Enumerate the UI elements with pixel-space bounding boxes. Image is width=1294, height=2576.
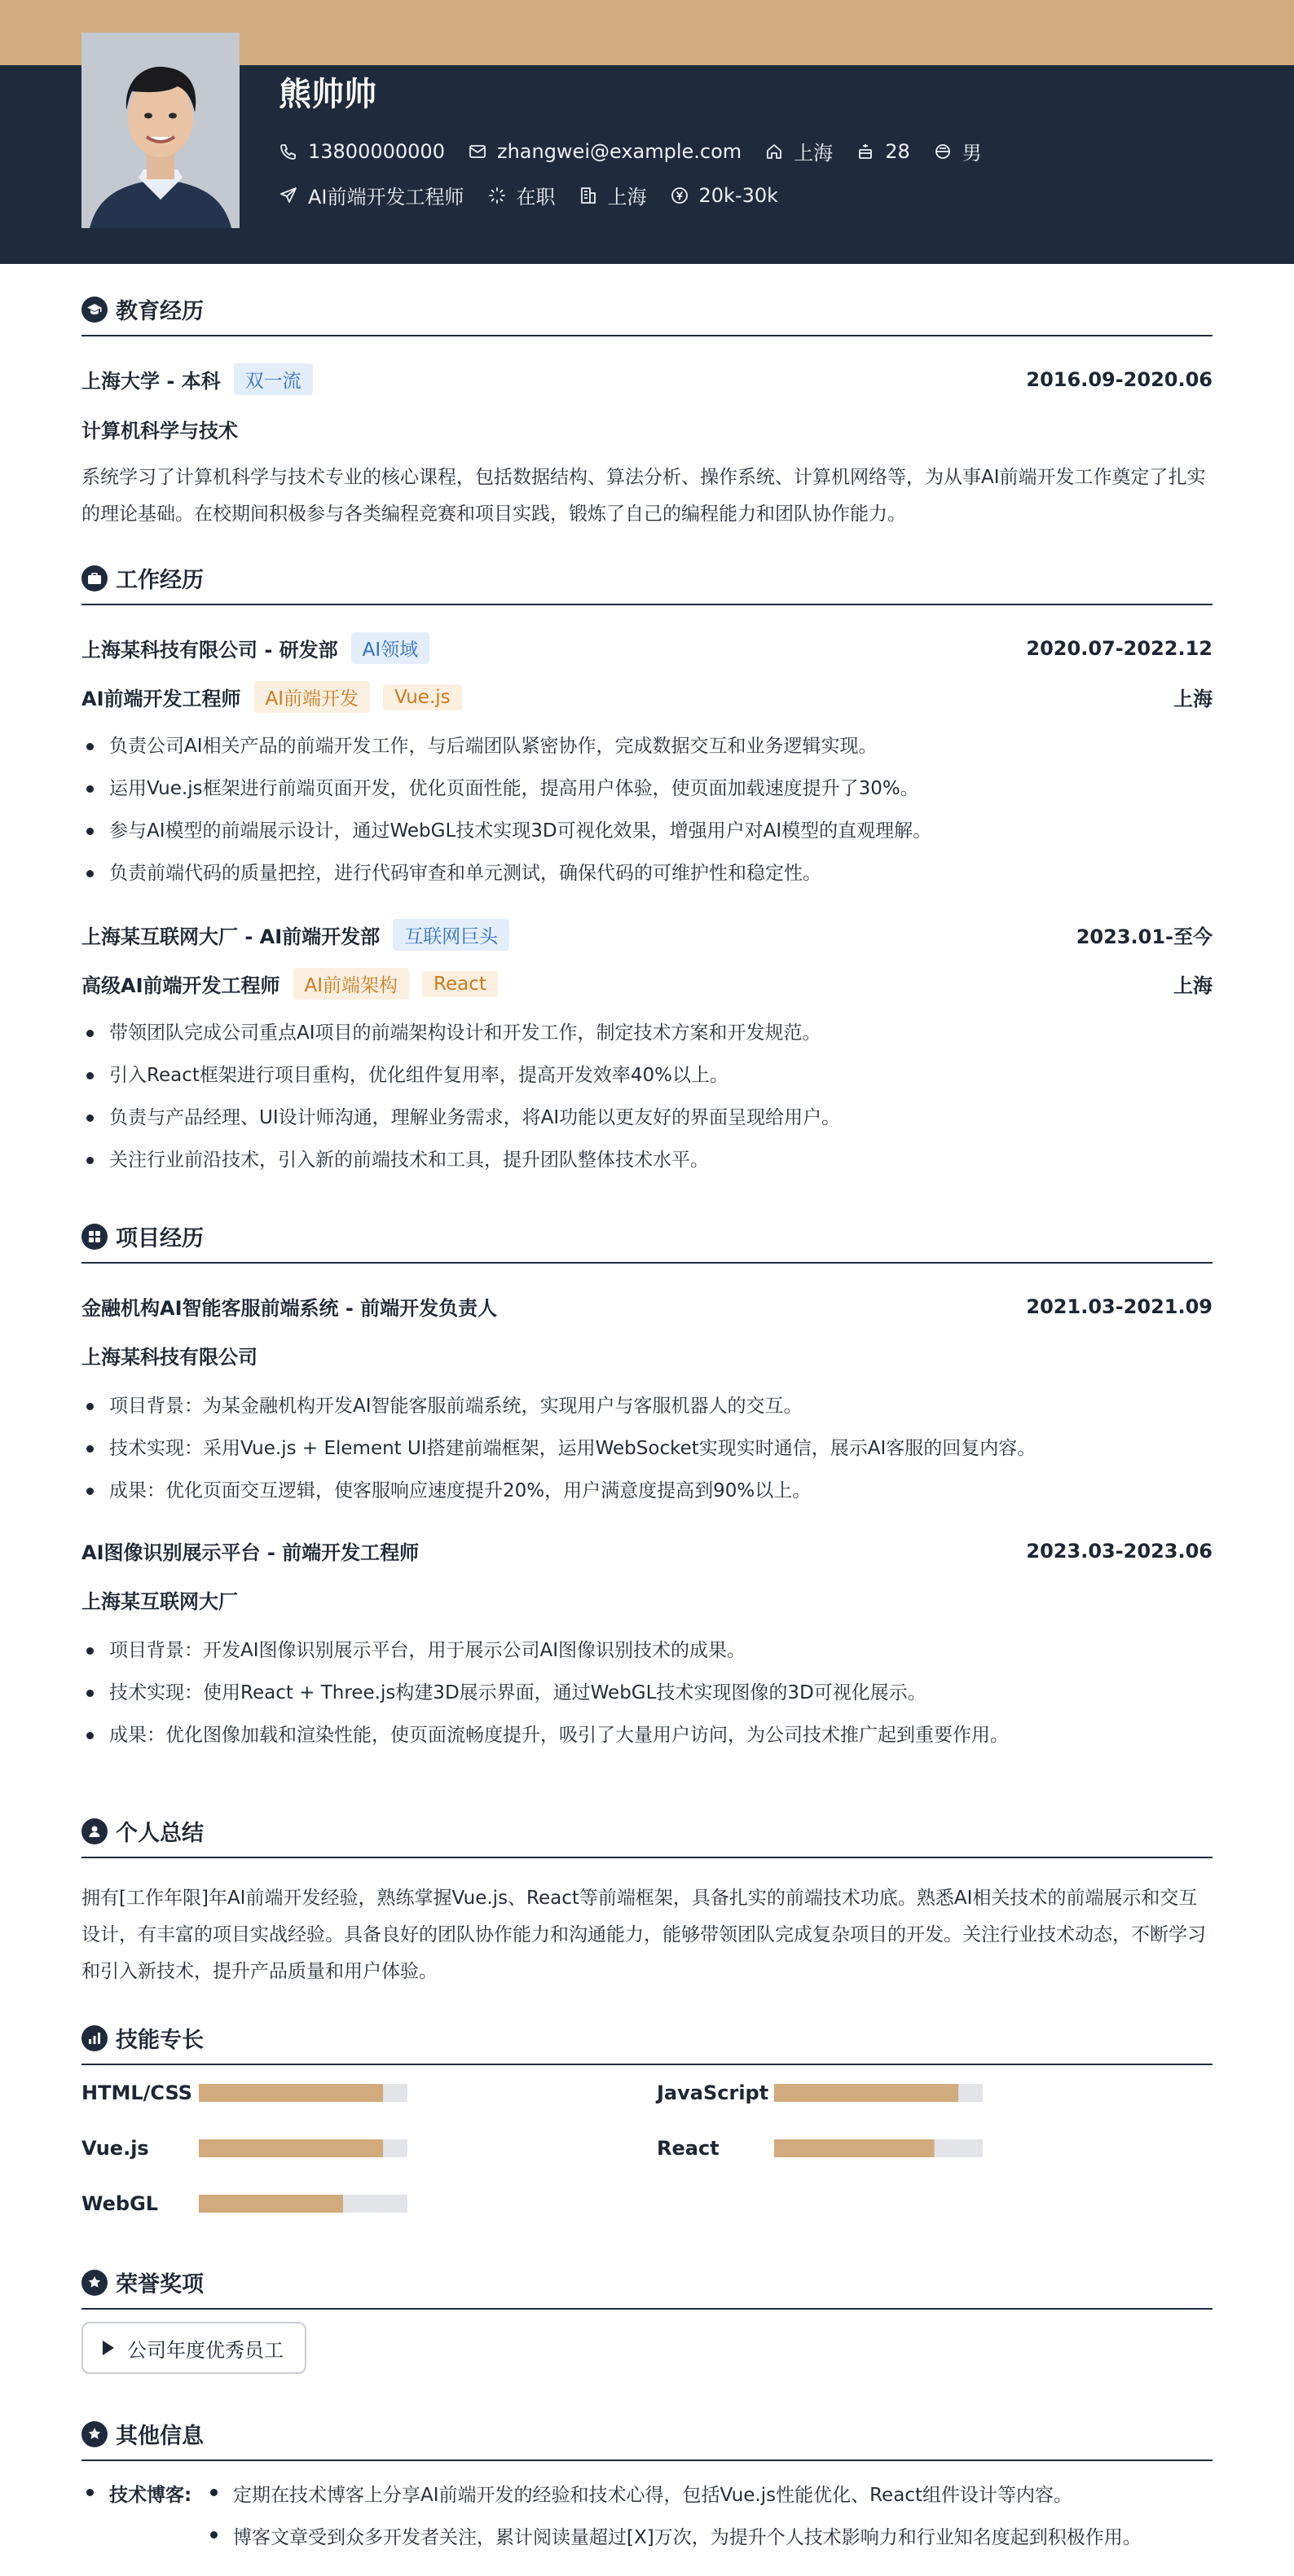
skill-name: React: [657, 2137, 720, 2160]
phone-icon: [279, 142, 298, 161]
project-company-row: [81, 1585, 1213, 1614]
skill-level-bar: [199, 2139, 407, 2157]
list-item: 负责与产品经理、UI设计师沟通，理解业务需求，将AI功能以更友好的界面呈现给用户。: [81, 1097, 1213, 1139]
skill-item: [657, 2134, 983, 2162]
project-name: AI图像识别展示平台 - 前端开发工程师: [81, 1541, 420, 1564]
section-divider: [81, 1857, 1213, 1858]
skill-name: Vue.js: [81, 2137, 149, 2160]
skill-level-fill: [774, 2139, 935, 2157]
play-triangle-icon: [103, 2341, 114, 2355]
age-icon: [856, 142, 875, 161]
skill-tag: React: [422, 971, 498, 997]
project-header-row: [81, 1292, 1213, 1321]
job-dates: 2023.01-至今: [1076, 925, 1213, 948]
list-item: 定期在技术博客上分享AI前端开发的经验和技术心得，包括Vue.js性能优化、React组件设计等内容。: [205, 2480, 1072, 2507]
list-item: 负责前端代码的质量把控，进行代码审查和单元测试，确保代码的可维护性和稳定性。: [81, 852, 1213, 895]
education-dates: 2016.09-2020.06: [1026, 367, 1213, 391]
school-tag: 双一流: [234, 363, 313, 395]
mail-icon: [468, 142, 487, 161]
education-header-row: [81, 363, 1213, 395]
project-company-row: [81, 1341, 1213, 1369]
list-item: 博客文章受到众多开发者关注，累计阅读量超过[X]万次，为提升个人技术影响力和行业知名度起到积极作用。: [205, 2522, 1142, 2549]
school-name: 上海大学 - 本科: [81, 370, 221, 393]
other-info-label: 技术博客:: [81, 2480, 191, 2507]
job-tag: AI领域: [351, 632, 430, 664]
list-item: 运用Vue.js框架进行前端页面开发，优化页面性能，提高用户体验，使页面加载速度提升了30%。: [81, 767, 1213, 810]
city-info: [579, 181, 647, 209]
hometown-value: 上海: [794, 142, 834, 165]
skill-level-fill: [199, 2195, 343, 2213]
skill-tag: Vue.js: [383, 684, 462, 710]
user-icon: [81, 1818, 108, 1844]
list-item: 项目背景：为某金融机构开发AI智能客服前端系统，实现用户与客服机器人的交互。: [81, 1385, 1213, 1427]
job-dates: 2020.07-2022.12: [1026, 636, 1213, 660]
list-item: 关注行业前沿技术，引入新的前端技术和工具，提升团队整体技术水平。: [81, 1139, 1213, 1181]
job-tag: 互联网巨头: [393, 919, 509, 951]
skill-item: [81, 2190, 407, 2218]
section-title-projects: 项目经历: [81, 1220, 204, 1252]
salary-value: 20k-30k: [698, 183, 779, 207]
skill-level-fill: [774, 2084, 958, 2102]
section-divider: [81, 1262, 1213, 1264]
skill-item: [657, 2079, 983, 2107]
project-details-list: [81, 1629, 1213, 1756]
graduation-cap-icon: [81, 297, 108, 323]
age-info: [856, 140, 910, 163]
award-icon: [81, 2270, 108, 2296]
grid-icon: [81, 1224, 108, 1250]
section-title-other: 其他信息: [81, 2418, 204, 2450]
job-duties-list: [81, 725, 1213, 895]
section-title-education: 教育经历: [81, 293, 204, 325]
section-divider: [81, 335, 1213, 336]
phone-info: [279, 140, 445, 163]
building-icon: [579, 186, 598, 205]
skill-name: HTML/CSS: [81, 2081, 192, 2104]
gender-icon: [933, 142, 953, 161]
project-dates: 2023.03-2023.06: [1026, 1539, 1213, 1563]
summary-text: 拥有[工作年限]年AI前端开发经验，熟练掌握Vue.js、React等前端框架，具备扎实的前端技术功底。熟悉AI相关技术的前端展示和交互设计，有丰富的项目实战经验。具备良好的团队协作能力和沟通能力，能够带领团队完成复杂项目的开发。关注行业技术动态，不断学习和引入新技术，提升产品质量和用户体验。: [81, 1888, 1206, 1982]
section-divider: [81, 2460, 1213, 2461]
section-title-honors: 荣誉奖项: [81, 2266, 204, 2298]
section-title-skills: 技能专长: [81, 2022, 204, 2054]
skill-item: [81, 2079, 407, 2107]
avatar-illustration: [81, 33, 240, 228]
profile-photo: [81, 33, 240, 228]
status-icon: [487, 186, 507, 205]
skill-level-bar: [774, 2139, 983, 2157]
job-header-row: [81, 919, 1213, 951]
project-dates: 2021.03-2021.09: [1026, 1295, 1213, 1318]
city-value: 上海: [607, 186, 647, 209]
info-icon: [81, 2421, 108, 2447]
project-header-row: [81, 1536, 1213, 1565]
job-position: 高级AI前端开发工程师: [81, 974, 280, 997]
hometown-info: [764, 137, 833, 165]
list-item: 成果：优化页面交互逻辑，使客服响应速度提升20%，用户满意度提高到90%以上。: [81, 1470, 1213, 1512]
skill-item: [81, 2134, 407, 2162]
list-item: 技术实现：使用React + Three.js构建3D展示界面，通过WebGL技术实现图像的3D可视化展示。: [81, 1672, 1213, 1714]
skill-tag: AI前端架构: [293, 968, 410, 1000]
job-target-value: AI前端开发工程师: [308, 186, 464, 209]
status-value: 在职: [516, 186, 556, 209]
chart-icon: [81, 2025, 108, 2051]
briefcase-icon: [81, 565, 108, 591]
skill-name: WebGL: [81, 2192, 159, 2215]
contact-row: [279, 137, 1005, 165]
job-position-row: [81, 681, 1213, 713]
send-icon: [279, 186, 298, 205]
education-description: 系统学习了计算机科学与技术专业的核心课程，包括数据结构、算法分析、操作系统、计算机网络等，为从事AI前端开发工作奠定了扎实的理论基础。在校期间积极参与各类编程竞赛和项目实践，锻炼了自己的编程能力和团队协作能力。: [81, 467, 1206, 525]
skill-tag: AI前端开发: [254, 681, 371, 713]
home-icon: [764, 142, 784, 161]
age-value: 28: [885, 139, 910, 163]
job-company: 上海某互联网大厂 - AI前端开发部: [81, 925, 381, 948]
list-item: 参与AI模型的前端展示设计，通过WebGL技术实现3D可视化效果，增强用户对AI模型的直观理解。: [81, 810, 1213, 852]
list-item: 项目背景：开发AI图像识别展示平台，用于展示公司AI图像识别技术的成果。: [81, 1629, 1213, 1672]
section-divider: [81, 604, 1213, 605]
section-title-work: 工作经历: [81, 562, 204, 594]
job-location: 上海: [1173, 688, 1213, 710]
list-item: 引入React框架进行项目重构，优化组件复用率，提高开发效率40%以上。: [81, 1054, 1213, 1097]
status-info: [487, 181, 556, 209]
section-divider: [81, 2064, 1213, 2065]
section-title-summary: 个人总结: [81, 1815, 204, 1847]
skill-level-bar: [199, 2195, 407, 2213]
list-item: 带领团队完成公司重点AI项目的前端架构设计和开发工作，制定技术方案和开发规范。: [81, 1012, 1213, 1054]
job-company: 上海某科技有限公司 - 研发部: [81, 639, 338, 662]
honor-label: 公司年度优秀员工: [127, 2338, 284, 2362]
list-item: 负责公司AI相关产品的前端开发工作，与后端团队紧密协作，完成数据交互和业务逻辑实现。: [81, 725, 1213, 767]
skill-level-fill: [199, 2084, 383, 2102]
job-location: 上海: [1173, 974, 1213, 997]
major-name: 计算机科学与技术: [81, 420, 238, 442]
honor-badge: [81, 2322, 306, 2374]
gender-value: 男: [962, 142, 982, 165]
list-item: 技术实现：采用Vue.js + Element UI搭建前端框架，运用WebSocket实现实时通信，展示AI客服的回复内容。: [81, 1427, 1213, 1470]
skill-level-bar: [774, 2084, 983, 2102]
job-position-row: [81, 968, 1213, 1000]
section-divider: [81, 2308, 1213, 2310]
major-row: [81, 415, 1213, 443]
job-duties-list: [81, 1012, 1213, 1181]
list-item: 成果：优化图像加载和渲染性能，使页面流畅度提升，吸引了大量用户访问，为公司技术推广起到重要作用。: [81, 1714, 1213, 1756]
project-details-list: [81, 1385, 1213, 1512]
candidate-name: 熊帅帅: [279, 76, 376, 113]
job-intent-row: [279, 181, 801, 209]
skill-name: JavaScript: [657, 2081, 769, 2104]
gender-info: [933, 137, 982, 165]
job-target-info: [279, 181, 464, 209]
skill-level-bar: [199, 2084, 407, 2102]
money-icon: [670, 186, 689, 205]
salary-info: [670, 184, 779, 207]
phone-value: 13800000000: [308, 139, 445, 163]
project-name: 金融机构AI智能客服前端系统 - 前端开发负责人: [81, 1297, 498, 1320]
project-company: 上海某互联网大厂: [81, 1590, 238, 1613]
skill-level-fill: [199, 2139, 383, 2157]
project-company: 上海某科技有限公司: [81, 1346, 257, 1369]
email-value: zhangwei@example.com: [496, 139, 742, 163]
job-header-row: [81, 632, 1213, 664]
job-position: AI前端开发工程师: [81, 688, 241, 710]
email-info: [468, 140, 742, 163]
